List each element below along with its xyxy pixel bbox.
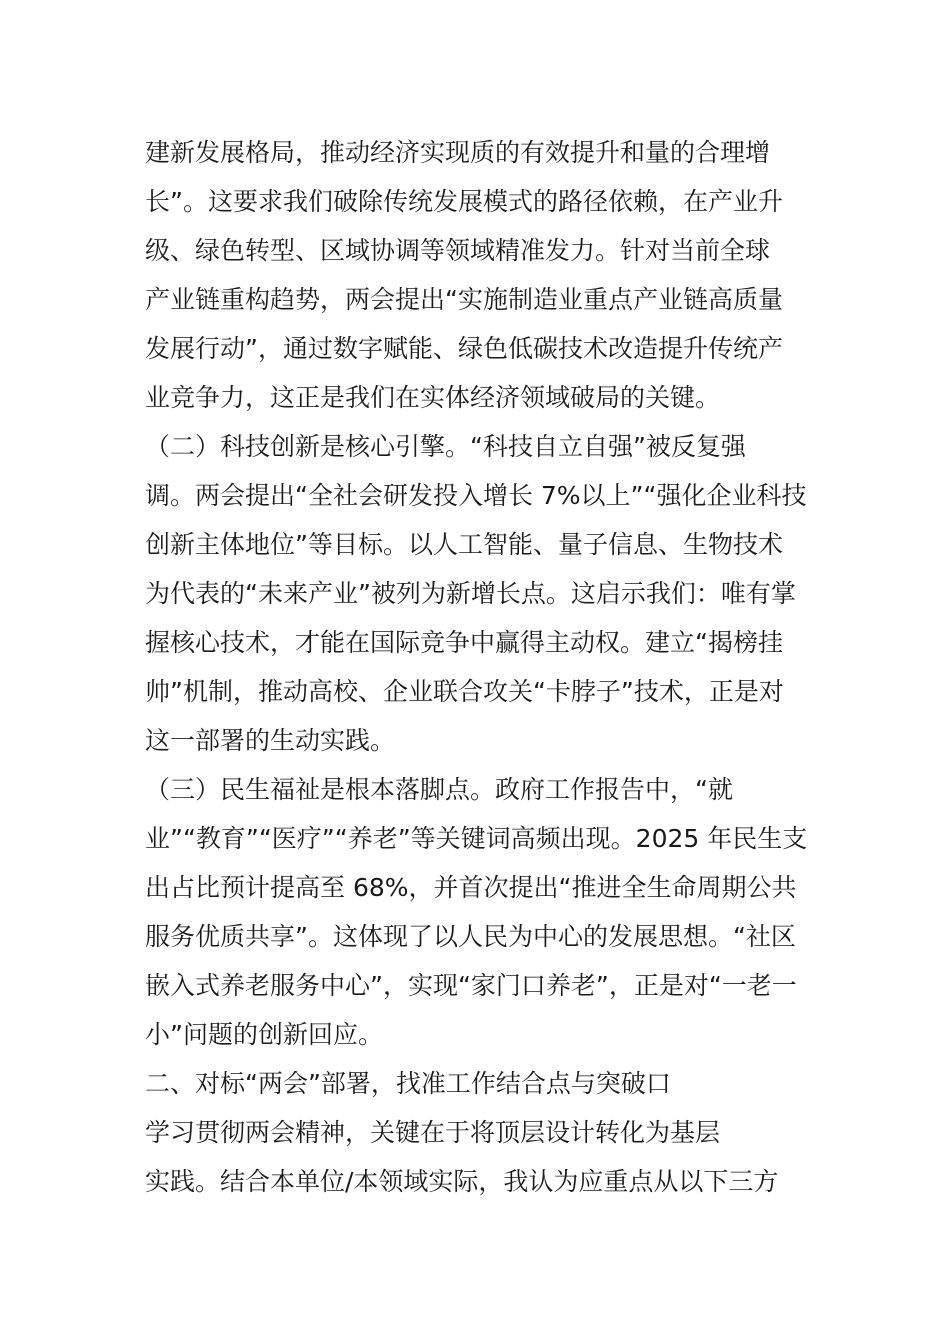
text-line: 发展行动”，通过数字赋能、绿色低碳技术改造提升传统产 [145, 334, 783, 363]
text-line: 创新主体地位”等目标。以人工智能、量子信息、生物技术 [145, 530, 783, 559]
section-heading-line: （三）民生福祉是根本落脚点。政府工作报告中，“就 [145, 775, 733, 804]
text-line: 出占比预计提高至 68%，并首次提出“推进全生命周期公共 [145, 873, 797, 902]
text-line: 这一部署的生动实践。 [145, 726, 396, 755]
text-line: 调。两会提出“全社会研发投入增长 7%以上”“强化企业科技 [145, 481, 807, 510]
text-line: 产业链重构趋势，两会提出“实施制造业重点产业链高质量 [145, 285, 783, 314]
document-body [145, 128, 810, 1206]
text-line: 帅”机制，推动高校、企业联合攻关“卡脖子”技术，正是对 [145, 677, 784, 706]
text-line: 业”“教育”“医疗”“养老”等关键词高频出现。2025 年民生支 [145, 824, 808, 853]
text-line: 握核心技术，才能在国际竞争中赢得主动权。建立“揭榜挂 [145, 628, 783, 657]
text-line: 级、绿色转型、区域协调等领域精准发力。针对当前全球 [145, 236, 771, 265]
text-line: 业竞争力，这正是我们在实体经济领域破局的关键。 [145, 383, 721, 412]
section-heading-line: （二）科技创新是核心引擎。“科技自立自强”被反复强 [145, 432, 746, 461]
text-line: 服务优质共享”。这体现了以人民为中心的发展思想。“社区 [145, 922, 796, 951]
text-line: 建新发展格局，推动经济实现质的有效提升和量的合理增 [145, 138, 771, 167]
text-line: 学习贯彻两会精神，关键在于将顶层设计转化为基层 [145, 1118, 721, 1147]
text-line: 实践。结合本单位/本领域实际，我认为应重点从以下三方 [145, 1167, 779, 1196]
text-line: 为代表的“未来产业”被列为新增长点。这启示我们：唯有掌 [145, 579, 796, 608]
chapter-heading: 二、对标“两会”部署，找准工作结合点与突破口 [145, 1069, 671, 1098]
text-line: 小”问题的创新回应。 [145, 1020, 383, 1049]
text-line: 嵌入式养老服务中心”，实现“家门口养老”，正是对“一老一 [145, 971, 797, 1000]
text-line: 长”。这要求我们破除传统发展模式的路径依赖，在产业升 [145, 187, 783, 216]
